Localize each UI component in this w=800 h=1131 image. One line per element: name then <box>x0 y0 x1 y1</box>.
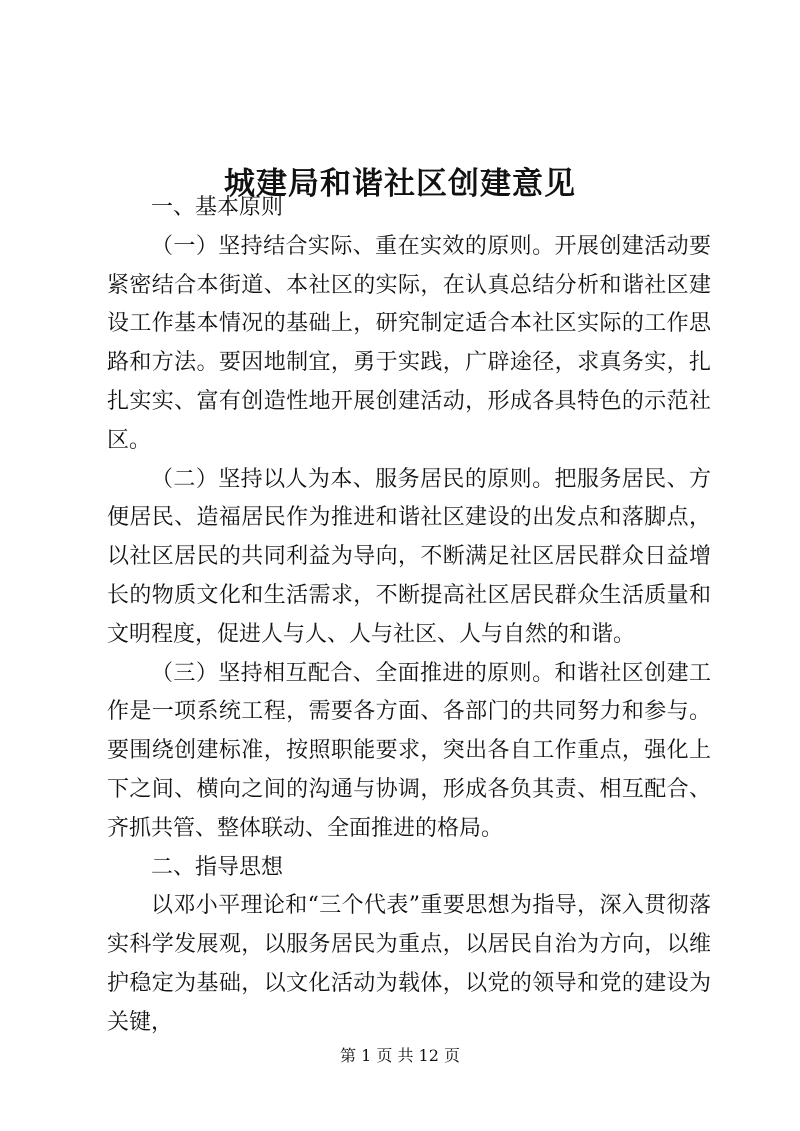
paragraph-principle-1: （一）坚持结合实际、重在实效的原则。开展创建活动要紧密结合本街道、本社区的实际，在认真总结分析和谐社区建设工作基本情况的基础上，研究制定适合本社区实际的工作思路和方法。要因地制宜，勇于实践，广辟途径，求真务实，扎扎实实、富有创造性地开展创建活动，形成各具特色的示范社区。 <box>107 233 711 453</box>
page-title: 城建局和谐社区创建意见 <box>224 165 576 202</box>
section-heading-basic-principles: 一、基本原则 <box>151 195 284 220</box>
document-body <box>107 189 711 1043</box>
paragraph-principle-2: （二）坚持以人为本、服务居民的原则。把服务居民、方便居民、造福居民作为推进和谐社区建设的出发点和落脚点，以社区居民的共同利益为导向，不断满足社区居民群众日益增长的物质文化和生活需求，不断提高社区居民群众生活质量和文明程度，促进人与人、人与社区、人与自然的和谐。 <box>107 466 711 647</box>
page-footer: 第 1 页 共 12 页 <box>340 1046 460 1065</box>
paragraph-principle-3: （三）坚持相互配合、全面推进的原则。和谐社区创建工作是一项系统工程，需要各方面、各部门的共同努力和参与。要围绕创建标准，按照职能要求，突出各自工作重点，强化上下之间、横向之间的沟通与协调，形成各负其责、相互配合、齐抓共管、整体联动、全面推进的格局。 <box>107 660 711 841</box>
section-heading-guiding-ideology: 二、指导思想 <box>151 854 284 880</box>
paragraph-guiding-ideology: 以邓小平理论和“三个代表”重要思想为指导，深入贯彻落实科学发展观，以服务居民为重点，以居民自治为方向，以维护稳定为基础，以文化活动为载体，以党的领导和党的建设为关键， <box>107 893 711 1035</box>
